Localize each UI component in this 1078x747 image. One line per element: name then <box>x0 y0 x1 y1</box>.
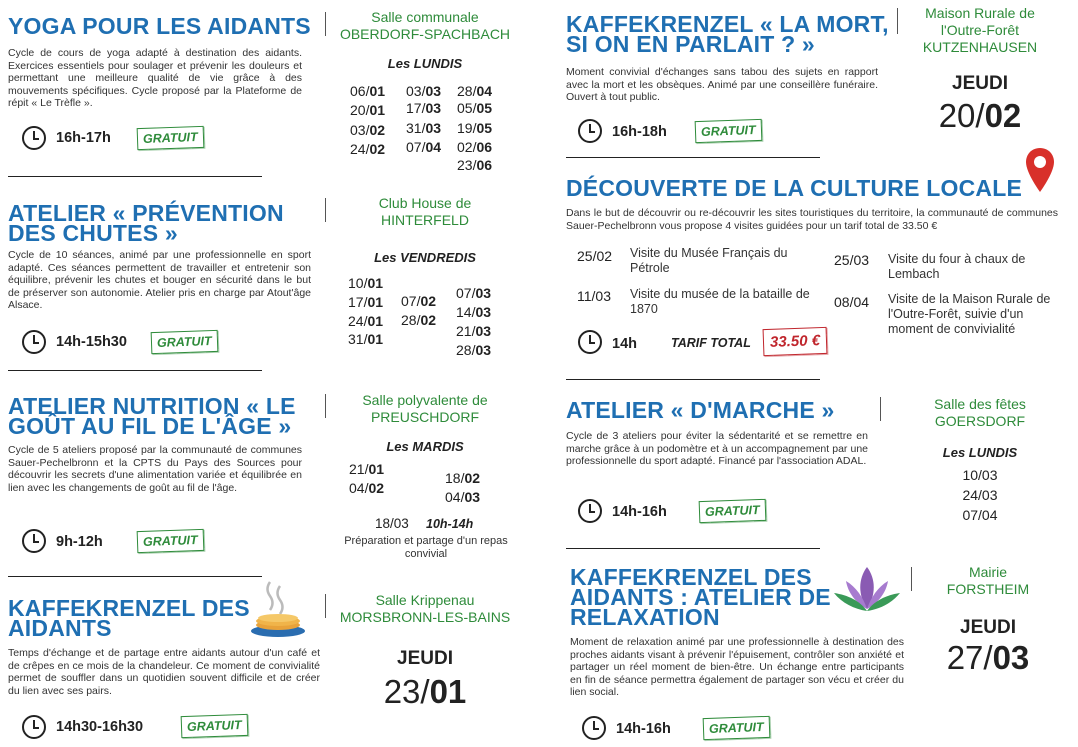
date-day: 24/ <box>350 141 370 157</box>
date-month: 03 <box>475 323 492 339</box>
date-month: 03 <box>464 489 481 505</box>
venue-town: KUTZENHAUSEN <box>922 39 1038 55</box>
pancakes-icon <box>248 578 308 640</box>
date-month: 02 <box>369 141 386 157</box>
relaxation-date <box>922 639 1054 677</box>
venue-town: MORSBRONN-LES-BAINS <box>339 609 511 625</box>
date-month: 04 <box>476 83 493 99</box>
special-date: 18/03 <box>375 516 409 531</box>
separator <box>8 370 262 371</box>
title-line: DES CHUTES » <box>8 220 178 246</box>
date-month: 06 <box>476 157 493 173</box>
kaffe-aidants-time: 14h30-16h30 <box>56 719 144 735</box>
title-line: KAFFEKRENZEL « LA MORT, <box>566 11 889 37</box>
relaxation-time: 14h-16h <box>616 721 671 737</box>
separator <box>8 176 262 177</box>
yoga-free-badge: GRATUIT <box>137 126 204 150</box>
date <box>350 120 385 140</box>
date <box>401 291 436 311</box>
kaffe-aidants-free-badge: GRATUIT <box>181 714 248 738</box>
lotus-icon <box>832 563 902 615</box>
title-line: ATELIER NUTRITION « LE <box>8 393 296 419</box>
venue-name: Salle communale <box>371 9 479 25</box>
divider <box>880 397 881 421</box>
venue-town: GOERSDORF <box>934 413 1026 429</box>
divider <box>325 12 326 36</box>
date-month: 01 <box>369 102 386 118</box>
marche-venue <box>906 396 1054 430</box>
date-day: 02/ <box>457 139 477 155</box>
date-day: 05/ <box>457 100 477 116</box>
title-line: GOÛT AU FIL DE L'ÂGE » <box>8 413 292 439</box>
nutrition-free-badge: GRATUIT <box>137 529 204 553</box>
nutrition-description: Cycle de 5 ateliers proposé par la communauté de communes Sauer-Pechelbronn et la CPTS du Pays des Sources pour découvrir les secrets d'une alimentation variée et équilibrée en lien avec les changements de goût au fil de l'âge. <box>8 444 302 494</box>
chutes-free-badge: GRATUIT <box>151 330 218 354</box>
date-month: 03 <box>475 285 492 301</box>
venue-name: l'Outre-Forêt <box>940 22 1020 38</box>
chutes-days: Les VENDREDIS <box>374 250 476 265</box>
date-month: 02 <box>420 293 437 309</box>
date-month: 01 <box>367 294 384 310</box>
date-month: 01 <box>367 313 384 329</box>
date-day: 07/ <box>456 285 476 301</box>
clock-icon <box>22 330 46 354</box>
venue-name: Maison Rurale de <box>925 5 1035 21</box>
date-month: 02 <box>369 122 386 138</box>
kaffe-aidants-title <box>8 595 250 641</box>
date <box>457 137 492 157</box>
date-day: 10/ <box>348 275 368 291</box>
date-day: 27/ <box>946 639 993 676</box>
date-day: 06/ <box>350 83 370 99</box>
venue-town: OBERDORF-SPACHBACH <box>339 26 511 42</box>
nutrition-title <box>8 393 296 439</box>
date-day: 20/ <box>350 102 370 118</box>
date <box>456 283 491 303</box>
venue-town: HINTERFELD <box>381 212 469 228</box>
venue-name: Salle Krippenau <box>375 592 475 608</box>
date <box>348 311 383 331</box>
kaffe-aidants-description: Temps d'échange et de partage entre aidants autour d'un café et de crêpes en ce mois de la chandeleur. Ce moment de convivialité permet de souffler dans un quotidien souvent difficile et de créer du lien avec ses pairs. <box>8 647 320 697</box>
chutes-venue <box>336 195 514 229</box>
relaxation-title <box>570 564 831 630</box>
marche-title: ATELIER « D'MARCHE » <box>566 397 835 423</box>
clock-icon <box>578 330 602 354</box>
date-month: 02 <box>464 470 481 486</box>
visit-date: 08/04 <box>834 294 870 310</box>
relaxation-free-badge: GRATUIT <box>703 716 770 740</box>
date-month: 01 <box>429 673 467 710</box>
kaffe-mort-weekday: JEUDI <box>952 73 1008 94</box>
chutes-description: Cycle de 10 séances, animé par une professionnelle en sport adapté. Ces séances permettent de travailler et entretenir son équilibre, prévenir les chutes et bouger en sécurité dans le but de préserver son autonomie. Atelier pris en charge par Atout'âge Alsace. <box>8 249 311 312</box>
title-line: ATELIER « PRÉVENTION <box>8 200 284 226</box>
date <box>456 340 491 360</box>
date-day: 31/ <box>348 331 368 347</box>
date <box>406 118 441 138</box>
date-month: 06 <box>476 139 493 155</box>
date <box>406 137 441 157</box>
date-month: 03 <box>992 639 1030 676</box>
date-month: 03 <box>425 120 442 136</box>
date-day: 23/ <box>383 673 430 710</box>
clock-icon <box>22 126 46 150</box>
date-month: 01 <box>367 275 384 291</box>
date <box>406 98 441 118</box>
divider <box>897 8 898 34</box>
venue-name: Salle des fêtes <box>934 396 1026 412</box>
marche-free-badge: GRATUIT <box>699 499 766 523</box>
visit-date: 11/03 <box>577 288 611 304</box>
separator <box>566 157 820 158</box>
separator <box>566 548 820 549</box>
date: 10/03 <box>962 467 998 483</box>
date-day: 18/ <box>445 470 465 486</box>
visit-text: Visite du musée de la bataille de 1870 <box>630 287 810 316</box>
date-day: 28/ <box>457 83 477 99</box>
date-month: 03 <box>425 83 442 99</box>
title-line: AIDANTS : ATELIER DE <box>570 584 831 610</box>
date-month: 01 <box>367 331 384 347</box>
date <box>401 310 436 330</box>
divider <box>325 198 326 222</box>
venue-name: Mairie <box>968 564 1008 580</box>
date-day: 14/ <box>456 304 476 320</box>
relaxation-weekday: JEUDI <box>960 617 1016 638</box>
date-day: 07/ <box>401 293 421 309</box>
date-month: 04 <box>425 139 442 155</box>
date <box>349 459 384 479</box>
date-day: 28/ <box>456 342 476 358</box>
date-month: 01 <box>368 461 385 477</box>
date <box>350 139 385 159</box>
date-day: 19/ <box>457 120 477 136</box>
date-day: 17/ <box>406 100 426 116</box>
kaffe-aidants-date <box>336 673 514 711</box>
date-day: 17/ <box>348 294 368 310</box>
date-day: 21/ <box>456 323 476 339</box>
date-month: 05 <box>476 120 493 136</box>
nutrition-time: 9h-12h <box>56 534 103 550</box>
marche-days: Les LUNDIS <box>942 445 1018 460</box>
relaxation-venue <box>922 564 1054 598</box>
special-time: 10h-14h <box>426 517 474 531</box>
separator <box>566 379 820 380</box>
date-month: 01 <box>369 83 386 99</box>
date <box>456 302 491 322</box>
chutes-title <box>8 200 284 246</box>
venue-town: PREUSCHDORF <box>370 409 480 425</box>
visit-date: 25/03 <box>834 252 870 268</box>
date-day: 07/ <box>406 139 426 155</box>
date <box>348 273 383 293</box>
date-day: 20/ <box>938 97 985 134</box>
map-pin-icon <box>1024 146 1056 194</box>
yoga-days: Les LUNDIS <box>387 56 463 71</box>
kaffe-mort-venue <box>906 5 1054 56</box>
date-day: 24/ <box>348 313 368 329</box>
nutrition-venue <box>336 392 514 426</box>
kaffe-aidants-weekday: JEUDI <box>397 648 453 669</box>
culture-description: Dans le but de découvrir ou re-découvrir les sites touristiques du territoire, la communauté de communes Sauer-Pechelbronn vous propose 4 visites guidées pour un tarif total de 33.50 € <box>566 207 1058 232</box>
date <box>350 81 385 101</box>
title-line: RELAXATION <box>570 604 720 630</box>
date-month: 03 <box>475 304 492 320</box>
divider <box>325 594 326 618</box>
yoga-venue <box>336 9 514 43</box>
date-month: 02 <box>368 480 385 496</box>
yoga-time: 16h-17h <box>56 130 111 146</box>
date <box>457 155 492 175</box>
relaxation-description: Moment de relaxation animé par une professionnelle à destination des proches aidants visant à prévenir l'épuisement, contrôler son anxiété et partager un réel moment de bien-être. Un échange entre participants en fin de séance permettra également de partager son vécu et créer du lien social. <box>570 636 904 699</box>
divider <box>325 394 326 418</box>
culture-title: DÉCOUVERTE DE LA CULTURE LOCALE <box>566 175 1022 201</box>
visit-date: 25/02 <box>577 248 613 264</box>
venue-name: Club House de <box>378 195 472 211</box>
date-day: 23/ <box>457 157 477 173</box>
date-month: 03 <box>475 342 492 358</box>
date-day: 04/ <box>445 489 465 505</box>
date: 24/03 <box>962 487 998 503</box>
date-day: 04/ <box>349 480 369 496</box>
clock-icon <box>578 119 602 143</box>
clock-icon <box>22 529 46 553</box>
clock-icon <box>582 716 606 740</box>
kaffe-mort-date <box>906 97 1054 135</box>
chutes-time: 14h-15h30 <box>56 334 127 350</box>
title-line: KAFFEKRENZEL DES <box>8 595 250 621</box>
special-note: Préparation et partage d'un repas convivial <box>344 535 508 560</box>
date <box>348 292 383 312</box>
venue-name: Salle polyvalente de <box>362 392 488 408</box>
kaffe-mort-description: Moment convivial d'échanges sans tabou des sujets en rapport avec la mort et les obsèques. Animé par une conseillère funéraire. Ouvert à tout public. <box>566 66 878 104</box>
kaffe-aidants-venue <box>336 592 514 626</box>
date: 07/04 <box>962 507 998 523</box>
date-month: 02 <box>420 312 437 328</box>
kaffe-mort-time: 16h-18h <box>612 124 667 140</box>
separator <box>8 576 262 577</box>
visit-text: Visite du Musée Français du Pétrole <box>630 246 788 275</box>
date-day: 03/ <box>350 122 370 138</box>
marche-time: 14h-16h <box>612 504 667 520</box>
date-month: 05 <box>476 100 493 116</box>
tarif-label: TARIF TOTAL <box>671 336 751 350</box>
date-day: 21/ <box>349 461 369 477</box>
date <box>348 329 383 349</box>
date-month: 03 <box>425 100 442 116</box>
date <box>456 321 491 341</box>
date-day: 28/ <box>401 312 421 328</box>
visit-text: Visite du four à chaux de Lembach <box>888 252 1026 281</box>
title-line: AIDANTS <box>8 615 112 641</box>
date-day: 31/ <box>406 120 426 136</box>
culture-time: 14h <box>612 336 637 352</box>
date <box>445 468 480 488</box>
clock-icon <box>22 715 46 739</box>
marche-description: Cycle de 3 ateliers pour éviter la sédentarité et se remettre en marche grâce à un podomètre et à un accompagnement par une professionnelle du sport adapté. Financé par l'association ADAL. <box>566 430 868 468</box>
date <box>457 98 492 118</box>
date <box>457 118 492 138</box>
date <box>349 478 384 498</box>
date-day: 03/ <box>406 83 426 99</box>
visit-text: Visite de la Maison Rurale de l'Outre-Forêt, suivie d'un moment de convivialité <box>888 292 1051 336</box>
date <box>350 100 385 120</box>
price-badge: 33.50 € <box>763 327 828 356</box>
date <box>445 487 480 507</box>
divider <box>911 567 912 591</box>
date-month: 02 <box>984 97 1022 134</box>
venue-town: FORSTHEIM <box>946 581 1030 597</box>
clock-icon <box>578 499 602 523</box>
yoga-title: YOGA POUR LES AIDANTS <box>8 13 311 39</box>
yoga-description: Cycle de cours de yoga adapté à destination des aidants. Exercices essentiels pour soulager et prévenir les douleurs et permettant une meilleure qualité de vie grâce à des mouvements spécifiques. Cycle proposé par la Plateforme de répit « Le Trèfle ». <box>8 47 302 110</box>
title-line: KAFFEKRENZEL DES <box>570 564 812 590</box>
kaffe-mort-free-badge: GRATUIT <box>695 119 762 143</box>
kaffe-mort-title <box>566 11 889 57</box>
nutrition-days: Les MARDIS <box>386 439 464 454</box>
title-line: SI ON EN PARLAIT ? » <box>566 31 815 57</box>
